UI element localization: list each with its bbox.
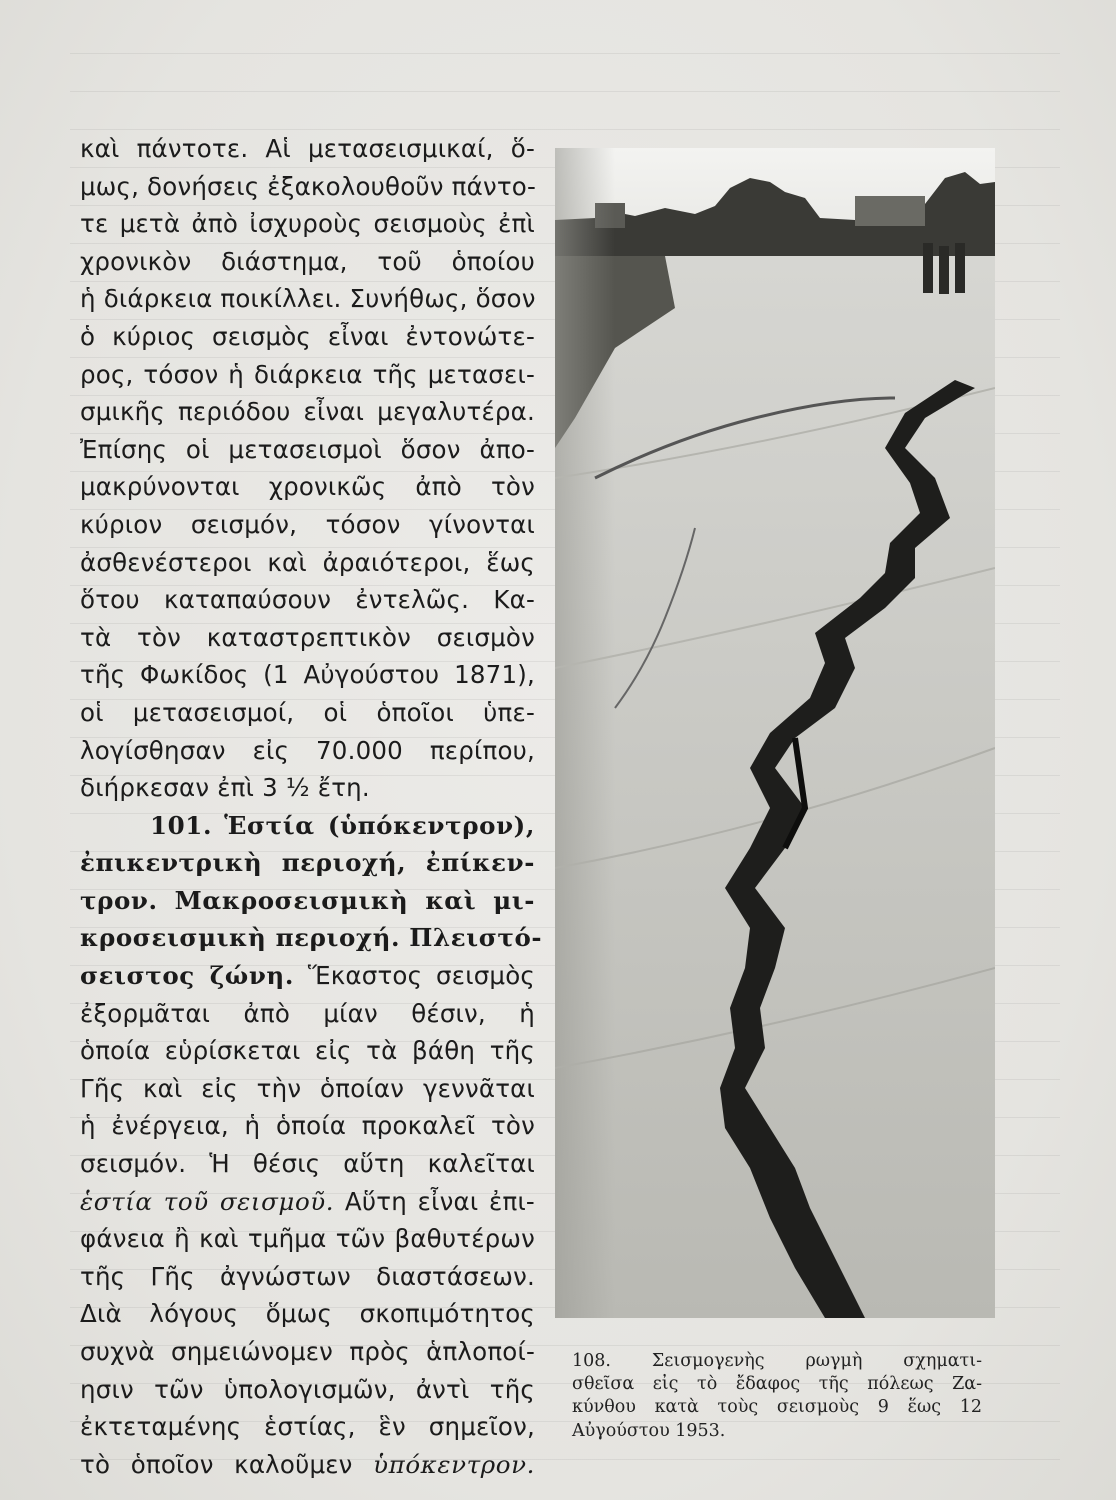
body-line: κύριον σεισμόν, τόσον γίνονται — [80, 509, 535, 539]
italic-term: ἑστία τοῦ σεισμοῦ. — [80, 1186, 335, 1216]
body-line: καὶ πάντοτε. Αἱ μετασεισμικαί, ὅ- — [80, 134, 535, 163]
section-heading-tail: σειστος ζώνη. — [80, 961, 294, 991]
body-line: Διὰ λόγους ὅμως σκοπιμότητος — [80, 1299, 535, 1329]
body-line: ὁ κύριος σεισμὸς εἶναι ἐντονώτε- — [80, 321, 535, 351]
section-heading-part: Ἑστία (ὑπόκεντρον), — [224, 810, 535, 840]
text-column — [80, 130, 543, 1483]
body-line: ησιν τῶν ὑπολογισμῶν, ἀντὶ τῆς — [80, 1374, 535, 1404]
body-line: ἐξορμᾶται ἀπὸ μίαν θέσιν, ἡ — [80, 998, 535, 1028]
caption-line: Αὐγούστου 1953. — [572, 1420, 726, 1441]
section-heading-line: τρον. Μακροσεισμικὴ καὶ μι- — [80, 885, 535, 915]
body-line: μακρύνονται χρονικῶς ἀπὸ τὸν — [80, 472, 535, 502]
body-line: ὅτου καταπαύσουν ἐντελῶς. Κα- — [80, 585, 535, 615]
section-heading-line — [80, 807, 535, 845]
body-line: ἐκτεταμένης ἑστίας, ἓν σημεῖον, — [80, 1412, 535, 1442]
body-line: οἱ μετασεισμοί, οἱ ὁποῖοι ὑπε- — [80, 697, 535, 727]
section-heading-line: ἐπικεντρικὴ περιοχή, ἐπίκεν- — [80, 848, 535, 878]
body-line: ἡ ἐνέργεια, ἡ ὁποία προκαλεῖ τὸν — [80, 1111, 535, 1141]
body-line-with-term: τὸ ὁποῖον καλοῦμεν ὑπόκεντρον. — [80, 1449, 535, 1479]
body-line: φάνεια ἢ καὶ τμῆμα τῶν βαθυτέρων — [80, 1224, 535, 1254]
body-line: τε μετὰ ἀπὸ ἰσχυροὺς σεισμοὺς ἐπὶ — [80, 209, 535, 239]
body-line: χρονικὸν διάστημα, τοῦ ὁποίου — [80, 246, 535, 276]
body-line: ὁποία εὑρίσκεται εἰς τὰ βάθη τῆς — [80, 1036, 535, 1066]
body-line-with-term: ἑστία τοῦ σεισμοῦ. Αὕτη εἶναι ἐπι- — [80, 1186, 535, 1216]
body-line: ἡ διάρκεια ποικίλλει. Συνήθως, ὅσον — [80, 284, 536, 314]
section-number: 101. — [150, 810, 213, 840]
body-line: σεισμόν. Ἡ θέσις αὕτη καλεῖται — [80, 1149, 535, 1179]
body-line: διήρκεσαν ἐπὶ 3 ½ ἔτη. — [80, 773, 370, 803]
caption-line: κύνθου κατὰ τοὺς σεισμοὺς 9 ἕως 12 — [572, 1397, 982, 1418]
body-line: λογίσθησαν εἰς 70.000 περίπου, — [80, 735, 535, 765]
body-line: Γῆς καὶ εἰς τὴν ὁποίαν γεννᾶται — [80, 1073, 535, 1103]
body-line: σμικῆς περιόδου εἶναι μεγαλυτέρα. — [80, 397, 535, 427]
caption-line: σθεῖσα εἰς τὸ ἔδαφος τῆς πόλεως Ζα- — [572, 1374, 982, 1395]
section-heading-tail-line — [80, 957, 535, 995]
body-line: τὰ τὸν καταστρεπτικὸν σεισμὸν — [80, 622, 535, 652]
body-text: Ἕκαστος σεισμὸς — [307, 961, 535, 991]
body-line: συχνὰ σημειώνομεν πρὸς ἁπλοποί- — [80, 1337, 535, 1366]
body-line: τῆς Φωκίδος (1 Αὐγούστου 1871), — [80, 660, 535, 690]
body-line: Ἐπίσης οἱ μετασεισμοὶ ὅσον ἀπο- — [80, 434, 535, 464]
body-line: τῆς Γῆς ἀγνώστων διαστάσεων. — [80, 1261, 535, 1291]
body-line: μως, δονήσεις ἐξακολουθοῦν πάντο- — [80, 171, 537, 201]
body-line: ρος, τόσον ἡ διάρκεια τῆς μετασει- — [80, 359, 535, 389]
italic-term: ὑπόκεντρον. — [373, 1449, 535, 1479]
body-line: ἀσθενέστεροι καὶ ἀραιότεροι, ἕως — [80, 547, 535, 577]
earthquake-crack-photo — [555, 148, 995, 1318]
figure-caption — [572, 1350, 982, 1443]
section-heading-line: κροσεισμικὴ περιοχή. Πλειστό- — [80, 923, 543, 953]
caption-line: 108. Σεισμογενὴς ρωγμὴ σχηματι- — [572, 1351, 982, 1371]
